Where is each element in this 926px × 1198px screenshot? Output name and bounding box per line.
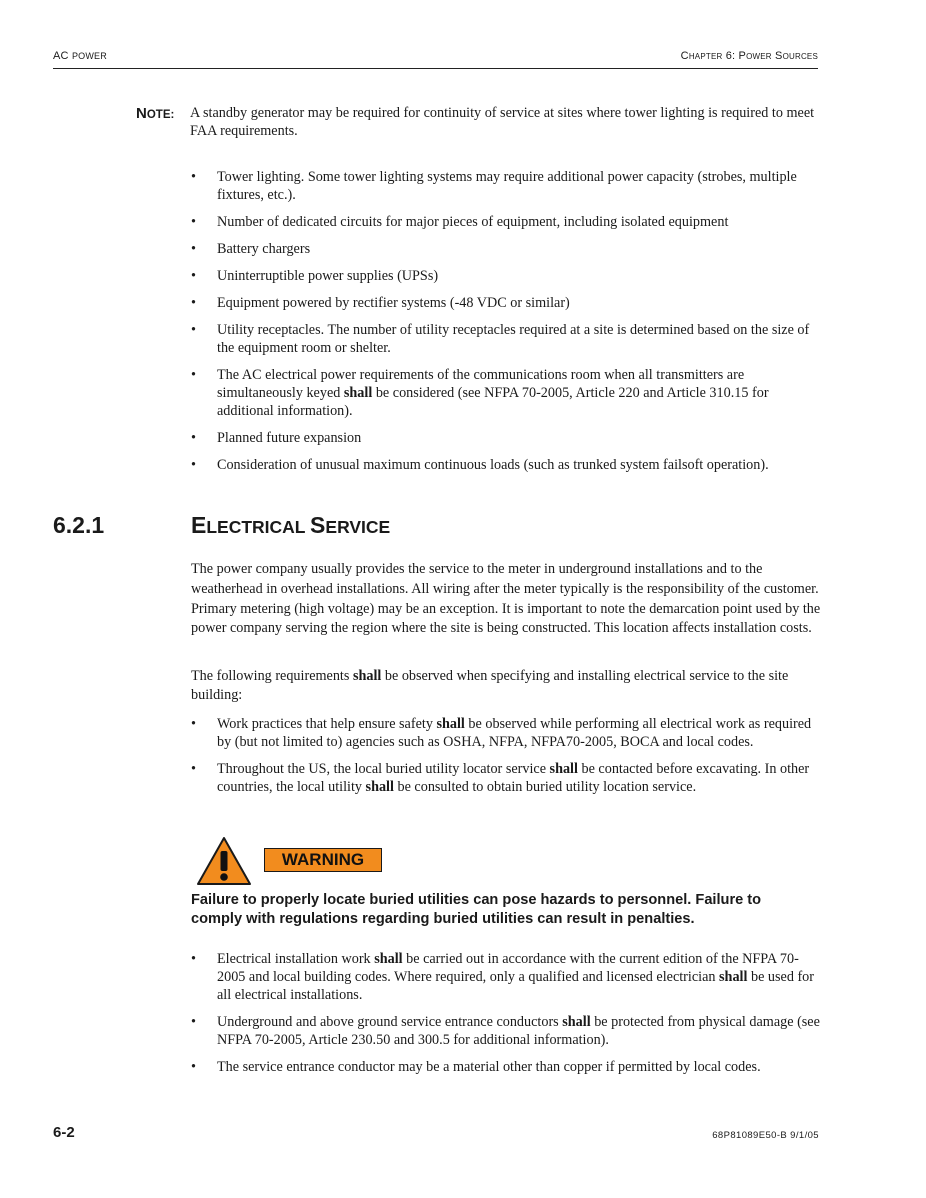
warning-label: WARNING [264, 848, 382, 872]
body-paragraph: The power company usually provides the service to the meter in underground installations and to the weatherhead in overhead installations. All wiring after the meter typically is the responsibility of the customer. Primary metering (high voltage) may be an exception. It is important to note the demarcation point used by the power company serving the region where the site is being constructed. This location affects installation costs. [191, 561, 821, 637]
note-label: NOTE: [136, 105, 175, 122]
list-item: • Electrical installation work shall be carried out in accordance with the current edition of the NFPA 70-2005 and local building codes. Where required, only a qualified and licensed electrician shall be used for all electrical installations. [191, 951, 815, 1003]
list-item: • Number of dedicated circuits for major pieces of equipment, including isolated equipment [191, 214, 729, 230]
list-item: • Equipment powered by rectifier systems (-48 VDC or similar) [191, 295, 570, 311]
note-block [136, 104, 826, 140]
body-paragraph: The following requirements shall be observed when specifying and installing electrical service to the site building: [191, 668, 789, 703]
service-requirements-list [191, 715, 821, 805]
page-number: 6-2 [53, 1124, 75, 1141]
list-item: • Underground and above ground service entrance conductors shall be protected from physical damage (see NFPA 70-2005, Article 230.50 and 300.5 for additional information). [191, 1014, 820, 1048]
warning-text: Failure to properly locate buried utilities can pose hazards to personnel. Failure to comply with regulations regarding buried utilities can result in penalties. [191, 892, 762, 927]
list-item: • The AC electrical power requirements of the communications room when all transmitters are simultaneously keyed shall be considered (see NFPA 70-2005, Article 220 and Article 310.15 for additional information). [191, 367, 769, 419]
requirements-list [191, 168, 821, 483]
list-item: • Tower lighting. Some tower lighting systems may require additional power capacity (strobes, multiple fixtures, etc.). [191, 169, 797, 203]
header-section-title: AC POWER [53, 50, 107, 62]
installation-requirements-list [191, 950, 821, 1085]
list-item: • Throughout the US, the local buried utility locator service shall be contacted before excavating. In other countries, the local utility shall be consulted to obtain buried utility location service. [191, 761, 810, 795]
list-item: • Planned future expansion [191, 430, 362, 446]
section-number: 6.2.1 [53, 512, 105, 538]
header-chapter-title: Chapter 6: Power Sources [680, 50, 818, 62]
list-item: • Consideration of unusual maximum continuous loads (such as trunked system failsoft operation). [191, 457, 769, 473]
note-text: A standby generator may be required for continuity of service at sites where tower lighting is required to meet FAA requirements. [190, 105, 815, 139]
document-id: 68P81089E50-B 9/1/05 [712, 1130, 819, 1141]
list-item: • Utility receptacles. The number of utility receptacles required at a site is determined based on the size of the equipment room or shelter. [191, 322, 810, 356]
list-item: • Work practices that help ensure safety shall be observed while performing all electrical work as required by (but not limited to) agencies such as OSHA, NFPA, NFPA70-2005, BOCA and local codes. [191, 716, 812, 750]
running-header [53, 48, 818, 69]
section-title: ELECTRICAL SERVICE [191, 512, 391, 538]
list-item: • Battery chargers [191, 241, 311, 257]
list-item: • The service entrance conductor may be a material other than copper if permitted by local codes. [191, 1059, 761, 1075]
warning-triangle-icon [196, 836, 252, 886]
list-item: • Uninterruptible power supplies (UPSs) [191, 268, 439, 284]
